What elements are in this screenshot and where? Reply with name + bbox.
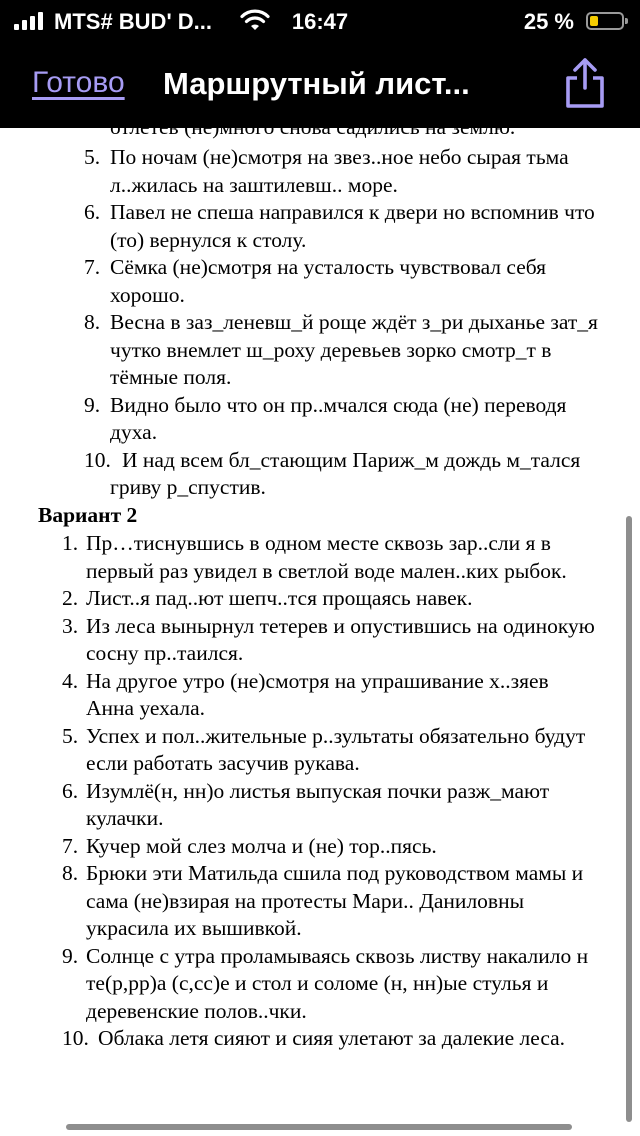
document-title: Маршрутный лист...: [163, 66, 470, 101]
list-item-line: Анна уехала.: [86, 696, 206, 720]
list-item-line: Весна в заз_леневш_й роще ждёт з_ри дыханье зат_я: [110, 310, 598, 334]
list-item-line: Кучер мой слез молча и (не) тор..пясь.: [86, 833, 437, 858]
list-item-line: Брюки эти Матильда сшила под руководством мамы и: [86, 861, 584, 885]
list-item-line: Павел не спеша направился к двери но вспомнив что: [110, 200, 595, 224]
clock: 16:47: [291, 9, 349, 34]
list-item-line: Успех и пол..жительные р..зультаты обязательно будут: [86, 723, 586, 748]
list-item-line: сосну пр..таился.: [86, 641, 244, 665]
list-item-number: 5.: [62, 723, 79, 748]
list-item-line: На другое утро (не)смотря на упрашивание х..зяев: [86, 668, 549, 693]
list-item-line: сама (не)взирая на протесты Мари.. Даниловны: [86, 888, 525, 913]
carrier-name: MTS# BUD' D...: [54, 9, 213, 34]
list-item-number: 6.: [62, 778, 79, 803]
list-item-line: И над всем бл_стающим Париж_м дождь м_тался: [122, 447, 581, 472]
list-item-line: (то) вернулся к столу.: [110, 227, 307, 252]
list-item-number: 10.: [84, 447, 111, 472]
list-item-number: 9.: [84, 392, 101, 417]
list-item-line: тёмные поля.: [110, 365, 232, 389]
list-item-line: кулачки.: [86, 806, 164, 830]
list-item-line: Изумлё(н, нн)о листья выпуская почки разж_мают: [86, 778, 550, 803]
list-item-line: гриву р_спустив.: [110, 475, 266, 499]
partial-top-line: отлетев (не)много снова садились на землю.: [110, 115, 516, 139]
list-item-number: 4.: [62, 668, 79, 693]
list-item-number: 3.: [62, 613, 79, 638]
vertical-scrollbar[interactable]: [626, 516, 632, 1122]
list-item-line: Солнце с утра проламываясь сквозь листву накалило н: [86, 943, 589, 968]
list-item-number: 2.: [62, 586, 79, 610]
list-item-line: Пр…тиснувшись в одном месте сквозь зар..сли я в: [86, 531, 551, 555]
list-item-line: Лист..я пад..ют шепч..тся прощаясь навек.: [86, 586, 473, 610]
horizontal-scrollbar[interactable]: [66, 1124, 572, 1130]
list-item-line: хорошо.: [110, 282, 185, 307]
list-item-line: деревенские полов..чки.: [86, 998, 307, 1023]
list-item-number: 9.: [62, 943, 79, 968]
battery-icon: [586, 12, 624, 30]
list-item-number: 1.: [62, 531, 79, 555]
list-item-number: 10.: [62, 1026, 89, 1050]
list-item-line: чутко внемлет ш_роху деревьев зорко смотр_т в: [110, 337, 552, 362]
share-icon[interactable]: [562, 56, 608, 110]
list-item-line: По ночам (не)смотря на звез..ное небо сырая тьма: [110, 145, 569, 169]
battery-percent: 25 %: [523, 9, 574, 34]
list-item-line: Из леса вынырнул тетерев и опустившись на одинокую: [86, 613, 595, 638]
list-item-line: духа.: [110, 420, 158, 444]
list-item-line: те(р,рр)а (с,сс)е и стол и соломе (н, нн)ые стулья и: [86, 971, 549, 995]
list-item-line: если работать засучив рукава.: [86, 751, 360, 775]
variant2-heading: Вариант 2: [38, 503, 138, 527]
done-button[interactable]: Готово: [32, 66, 125, 99]
list-item-line: Облака летя сияют и сияя улетают за далекие леса.: [98, 1026, 566, 1050]
list-item-number: 6.: [84, 200, 101, 224]
list-item-number: 7.: [62, 833, 79, 858]
status-bar: [0, 0, 640, 44]
list-item-number: 5.: [84, 145, 101, 169]
list-item-number: 8.: [62, 861, 79, 885]
list-item-line: Сёмка (не)смотря на усталость чувствовал себя: [110, 255, 547, 279]
list-item-number: 7.: [84, 255, 101, 279]
list-item-line: Видно было что он пр..мчался сюда (не) переводя: [110, 392, 567, 417]
document-viewer[interactable]: [0, 115, 640, 1136]
list-item-number: 8.: [84, 310, 101, 334]
list-item-line: первый раз увидел в светлой воде мален..ких рыбок.: [86, 558, 567, 583]
list-item-line: украсила их вышивкой.: [86, 916, 302, 940]
list-item-line: л..жилась на заштилевш.. море.: [110, 172, 398, 197]
